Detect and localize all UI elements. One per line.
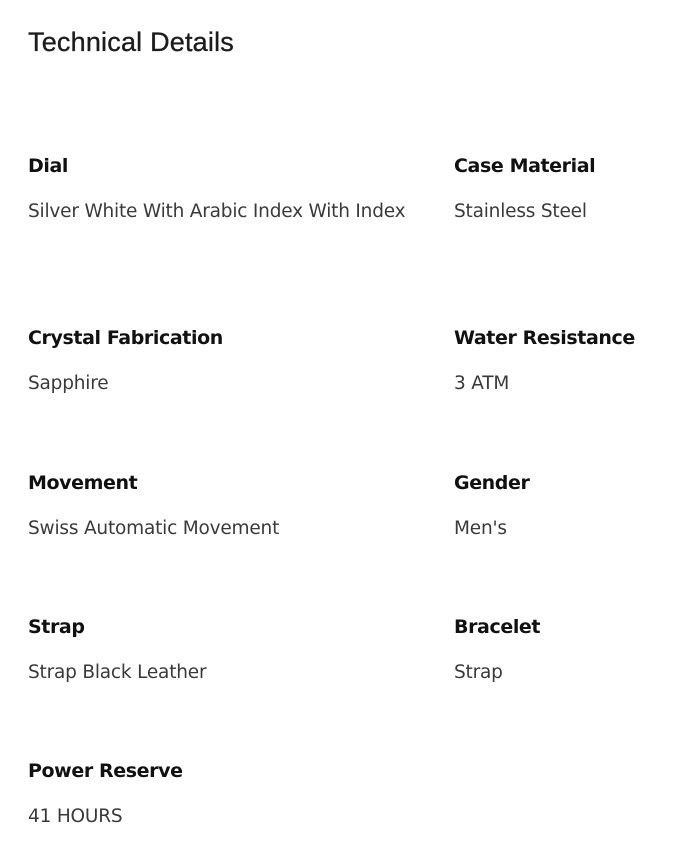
spec-value-movement: Swiss Automatic Movement (28, 518, 280, 539)
spec-label-crystal-fabrication: Crystal Fabrication (28, 327, 223, 349)
page-title: Technical Details (28, 27, 234, 57)
spec-crystal-fabrication (28, 326, 408, 398)
spec-label-gender: Gender (454, 472, 530, 494)
spec-label-strap: Strap (28, 616, 85, 638)
spec-power-reserve (28, 759, 408, 831)
spec-label-water-resistance: Water Resistance (454, 327, 635, 349)
spec-value-bracelet: Strap (454, 662, 503, 683)
spec-dial (28, 154, 408, 226)
spec-value-gender: Men's (454, 518, 507, 539)
spec-value-case-material: Stainless Steel (454, 201, 587, 222)
spec-label-case-material: Case Material (454, 155, 596, 177)
spec-value-strap: Strap Black Leather (28, 662, 207, 683)
spec-label-movement: Movement (28, 472, 138, 494)
spec-bracelet (454, 615, 690, 687)
spec-label-dial: Dial (28, 155, 69, 177)
spec-water-resistance (454, 326, 690, 398)
spec-gender (454, 471, 690, 543)
spec-label-power-reserve: Power Reserve (28, 760, 183, 782)
spec-movement (28, 471, 408, 543)
spec-value-crystal-fabrication: Sapphire (28, 373, 109, 394)
spec-label-bracelet: Bracelet (454, 616, 541, 638)
spec-value-water-resistance: 3 ATM (454, 373, 510, 394)
spec-case-material (454, 154, 690, 226)
spec-value-dial: Silver White With Arabic Index With Index (28, 201, 406, 222)
spec-strap (28, 615, 408, 687)
spec-value-power-reserve: 41 HOURS (28, 806, 123, 827)
